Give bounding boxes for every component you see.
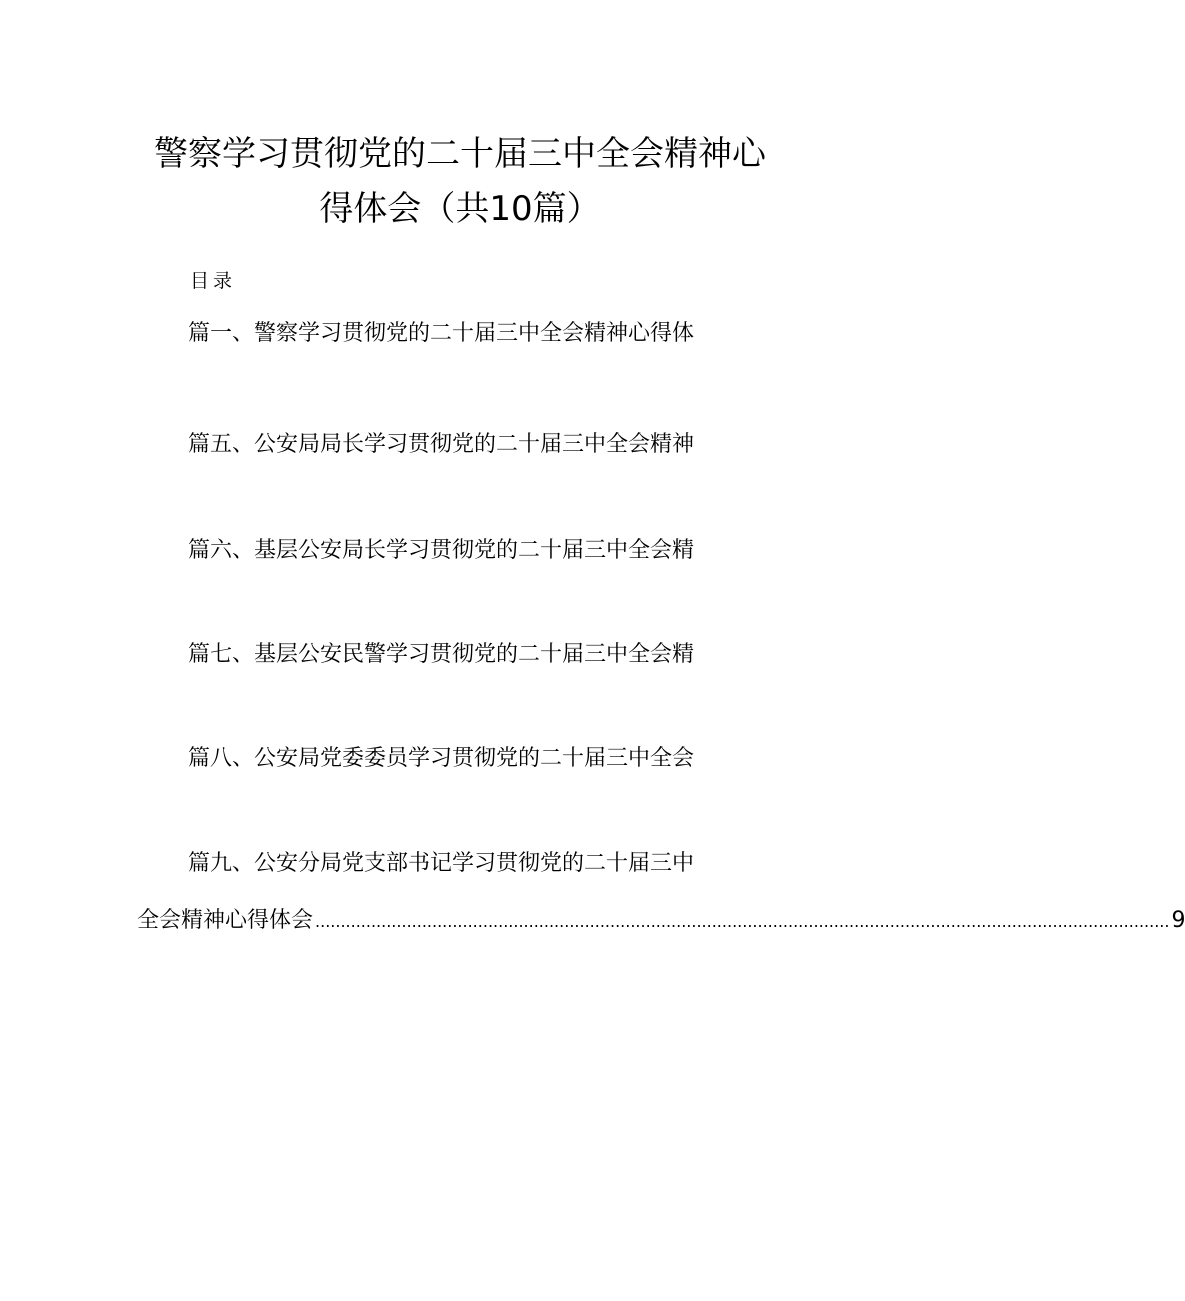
toc-entry[interactable]: 篇六、基层公安局长学习贯彻党的二十届三中全会精 [188,538,695,563]
document-title-line-1: 警察学习贯彻党的二十届三中全会精神心 [154,134,766,174]
toc-page-number: 9 [1171,908,1185,933]
toc-entry[interactable]: 篇一、警察学习贯彻党的二十届三中全会精神心得体 [188,321,695,346]
toc-heading: 目录 [190,270,237,292]
toc-entry[interactable]: 篇五、公安局局长学习贯彻党的二十届三中全会精神 [188,432,695,457]
toc-continuation-text: 全会精神心得体会 [137,908,314,933]
document-title-line-2: 得体会（共10篇） [319,189,601,229]
toc-entry-continuation[interactable] [137,905,1185,937]
toc-dot-leader: ........................................................................................................................................................................ [315,912,1170,931]
toc-entry[interactable]: 篇八、公安局党委委员学习贯彻党的二十届三中全会 [188,746,695,771]
toc-entry[interactable]: 篇九、公安分局党支部书记学习贯彻党的二十届三中 [188,851,695,876]
toc-entry[interactable]: 篇七、基层公安民警学习贯彻党的二十届三中全会精 [188,642,695,667]
